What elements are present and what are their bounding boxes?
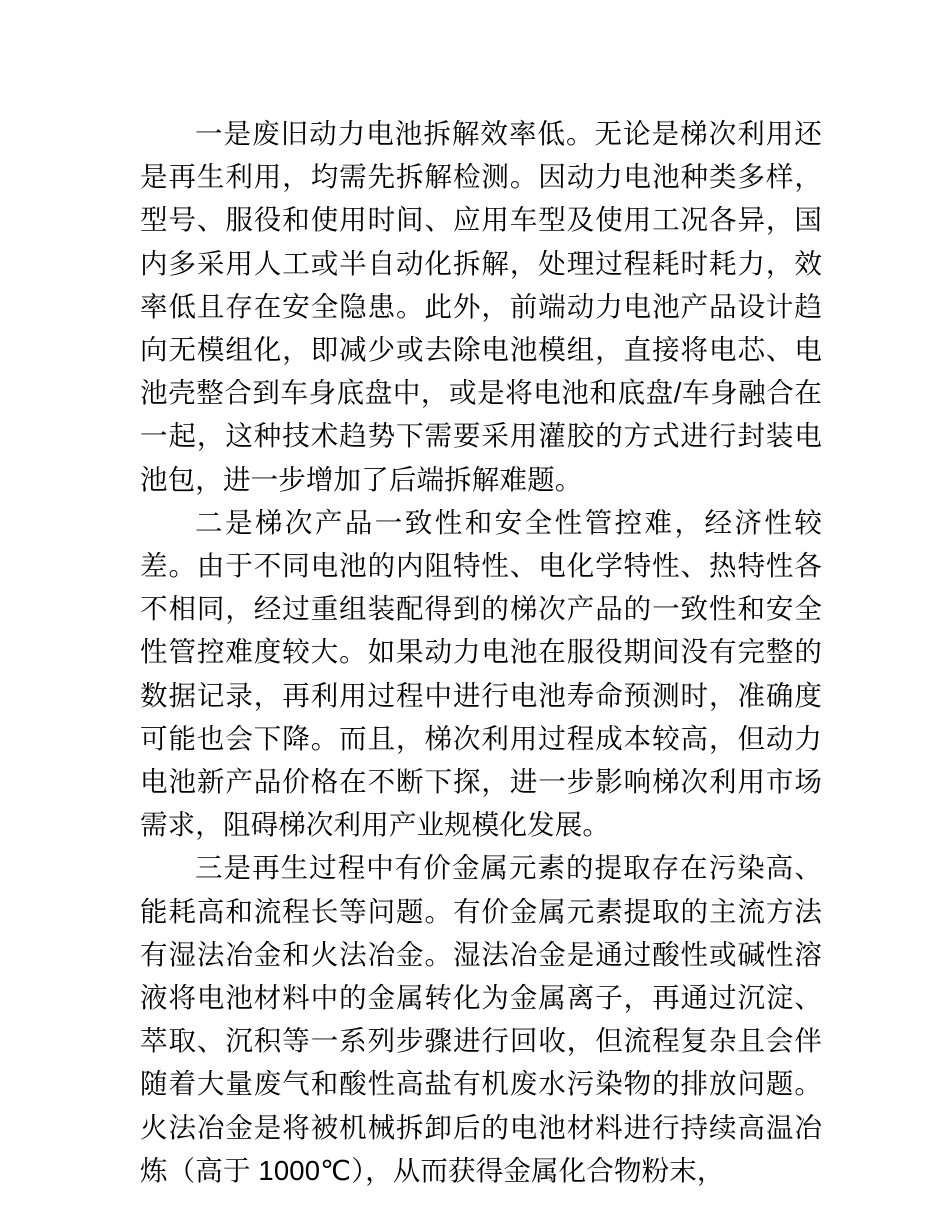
body-paragraph-1: 一是废旧动力电池拆解效率低。无论是梯次利用还是再生利用，均需先拆解检测。因动力电池种类多样，型号、服役和使用时间、应用车型及使用工况各异，国内多采用人工或半自动化拆解，处理过程耗时耗力，效率低且存在安全隐患。此外，前端动力电池产品设计趋向无模组化，即减少或去除电池模组，直接将电芯、电池壳整合到车身底盘中，或是将电池和底盘/车身融合在一起，这种技术趋势下需要采用灌胶的方式进行封装电池包，进一步增加了后端拆解难题。 — [140, 118, 822, 495]
document-text-body — [140, 112, 822, 1192]
body-paragraph-2: 二是梯次产品一致性和安全性管控难，经济性较差。由于不同电池的内阻特性、电化学特性、热特性各不相同，经过重组装配得到的梯次产品的一致性和安全性管控难度较大。如果动力电池在服役期间没有完整的数据记录，再利用过程中进行电池寿命预测时，准确度可能也会下降。而且，梯次利用过程成本较高，但动力电池新产品价格在不断下探，进一步影响梯次利用市场需求，阻碍梯次利用产业规模化发展。 — [140, 506, 822, 841]
body-paragraph-3: 三是再生过程中有价金属元素的提取存在污染高、能耗高和流程长等问题。有价金属元素提取的主流方法有湿法冶金和火法冶金。湿法冶金是通过酸性或碱性溶液将电池材料中的金属转化为金属离子，再通过沉淀、萃取、沉积等一系列步骤进行回收，但流程复杂且会伴随着大量废气和酸性高盐有机废水污染物的排放问题。火法冶金是将被机械拆卸后的电池材料进行持续高温冶炼（高于 1000℃），从而获得金属化合物粉末， — [140, 852, 822, 1186]
